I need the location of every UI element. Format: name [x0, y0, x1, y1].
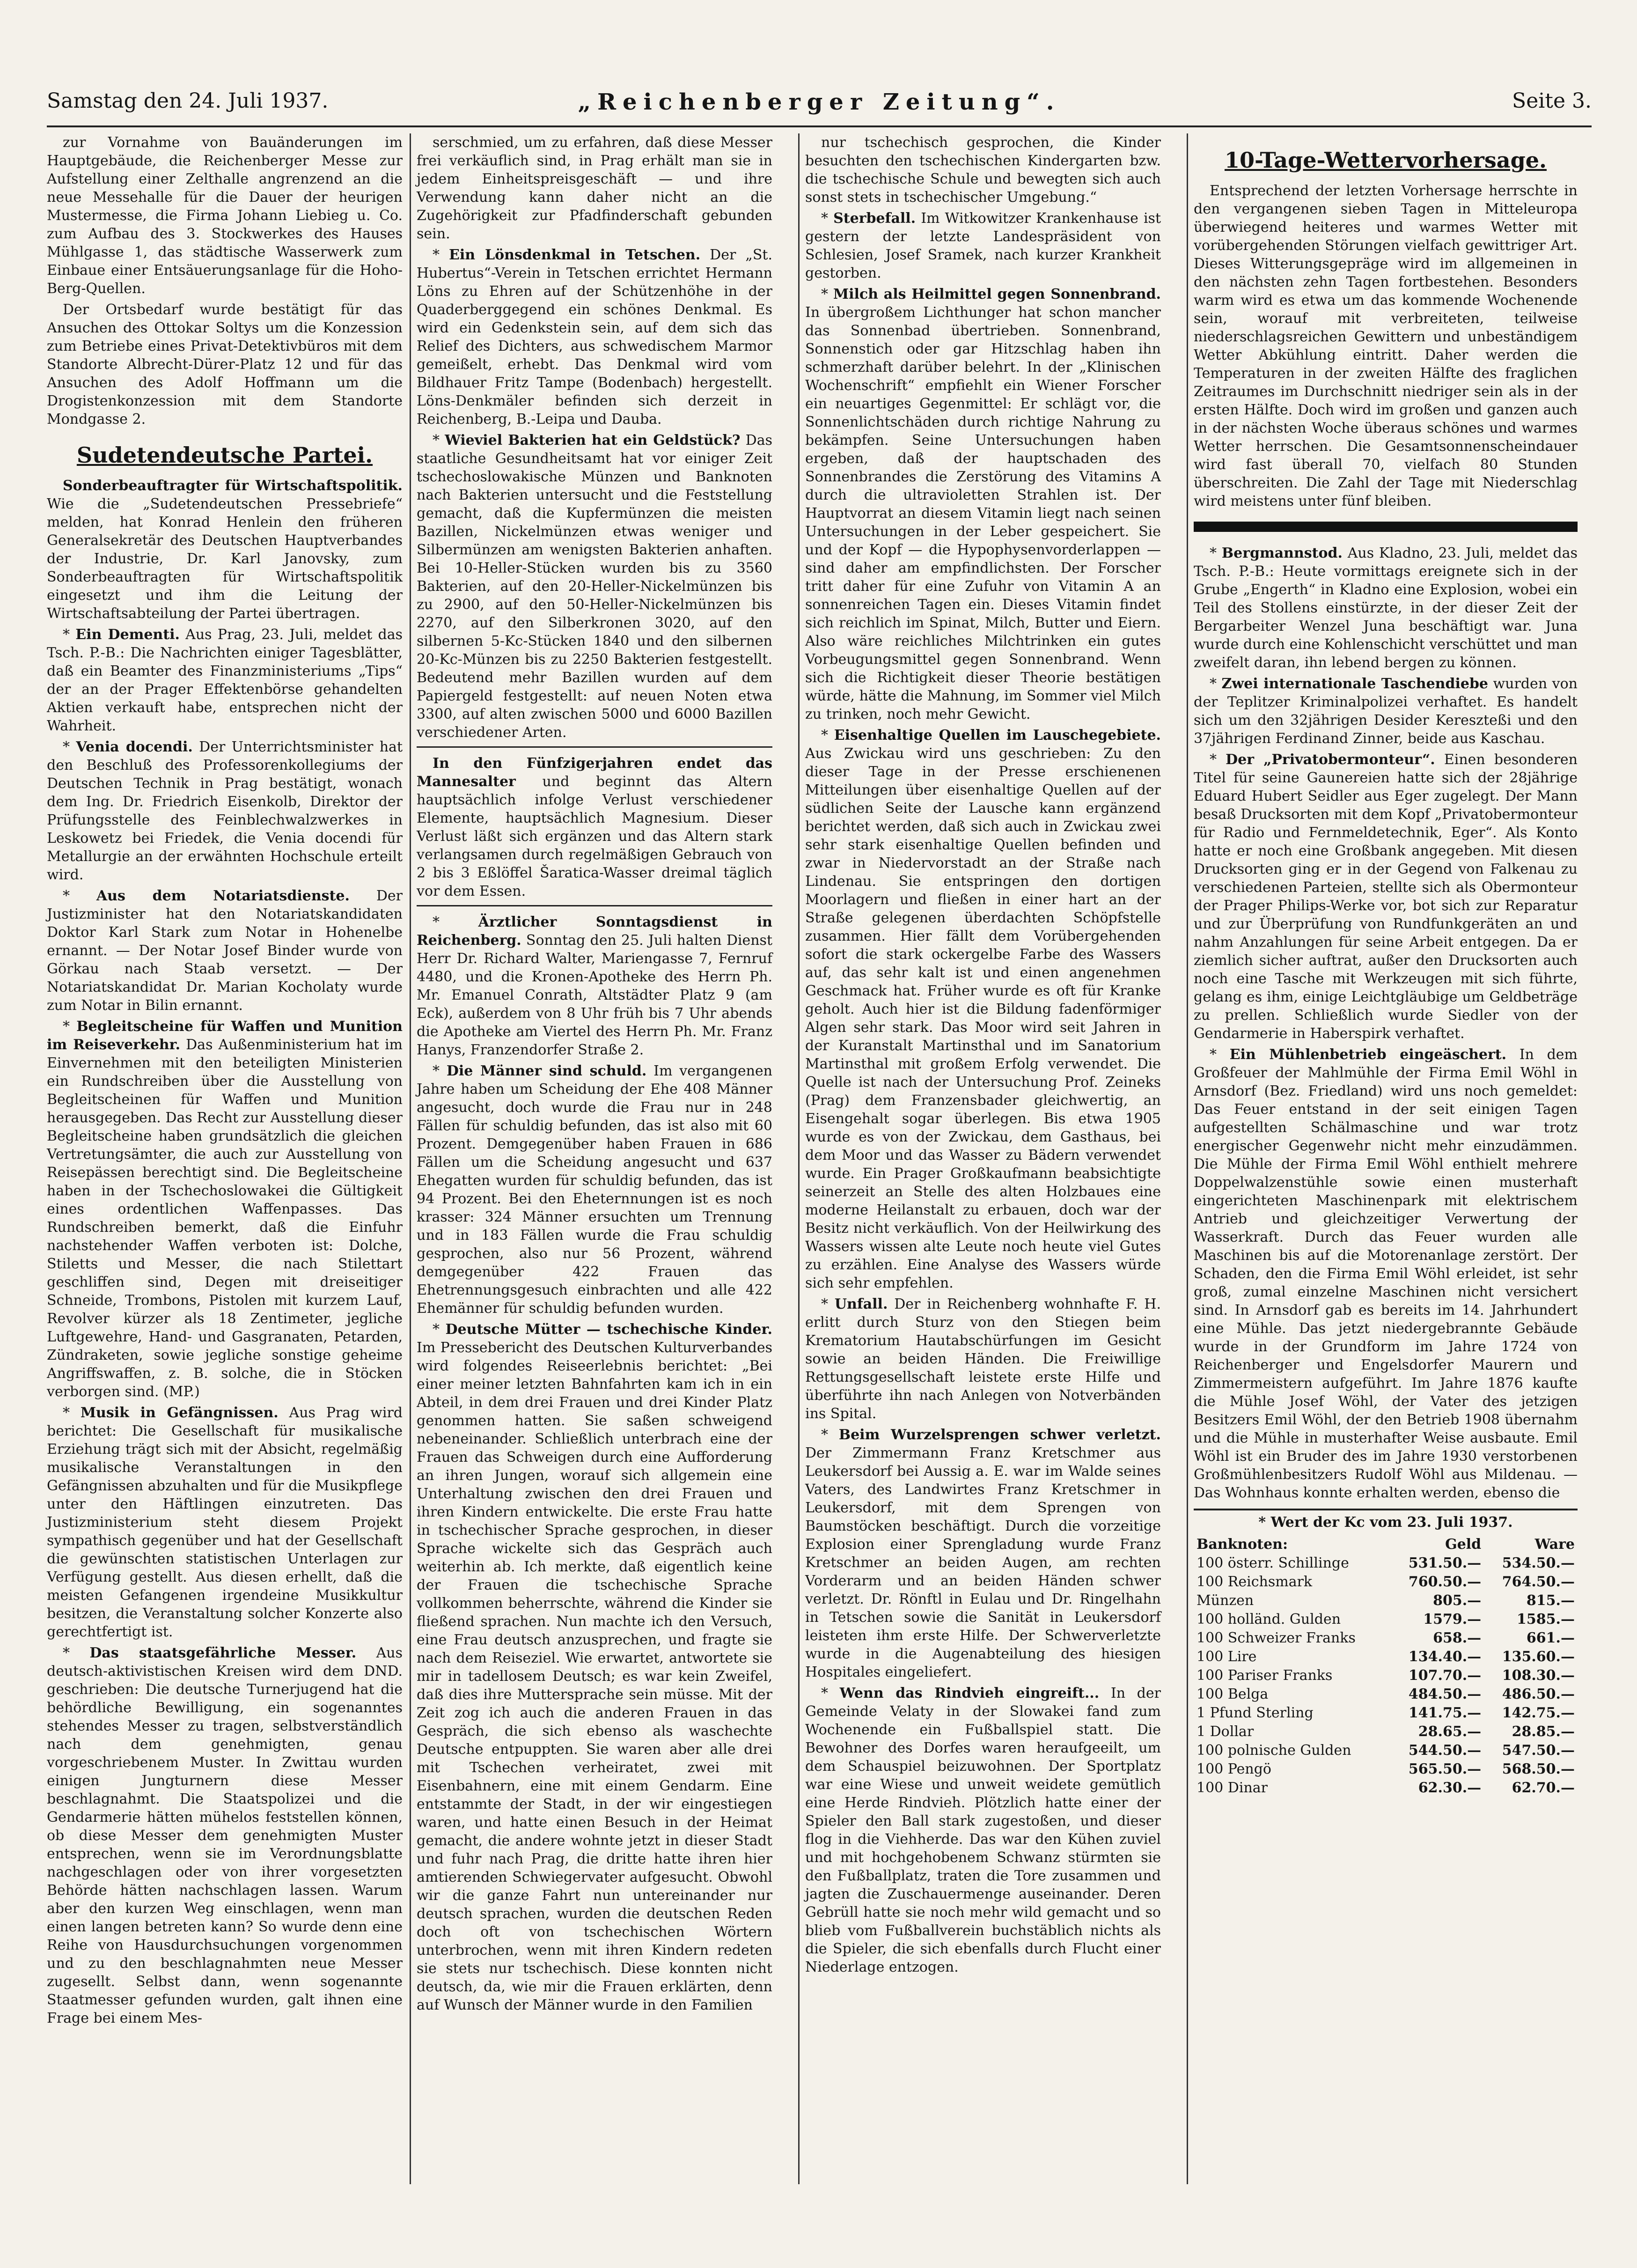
rate-ware: 142.75.— [1502, 1705, 1575, 1721]
thick-divider [1194, 522, 1578, 532]
exchange-rates-table [1194, 1535, 1578, 1797]
article-heading: Wenn das Rindvieh eingreift... [839, 1685, 1100, 1701]
column-rule [410, 133, 411, 2184]
rate-ware: 62.70.— [1512, 1780, 1575, 1796]
article-text: Der Zimmermann Franz Kretschmer aus Leukersdorf bei Aussig a. E. war im Walde seines Vaters, des Landwirtes Franz Kretschmer in Leukersdorf, mit dem Sprengen von Baumstöcken beschäftigt. Durch die vorzeitige Explosion einer Sprengladung wurde Franz Kretschmer an beiden Augen, am rechten Vorderarm und an beiden Händen schwer verletzt. Dr. Rönftl in Eulau und Dr. Ringelhahn in Tetschen sowie die Sanität in Leukersdorf leisteten ihm erste Hilfe. Der Schwerverletzte wurde in die Augenabteilung des hiesigen Hospitales eingeliefert. [805, 1445, 1161, 1680]
article-text: Im Pressebericht des Deutschen Kulturverbandes wird folgendes Reiseerlebnis berichtet: „Bei einer meiner letzten Bahnfahrten kam ich in ein Abteil, in dem drei Frauen und drei Kinder Platz genommen hatten. Sie saßen schweigend nebeneinander. Schließlich unterbrach eine der Frauen das Schweigen durch eine Aufforderung an ihren Jungen, worauf sich allgemein eine Unterhaltung zwischen den drei Frauen und ihren Kindern entwickelte. Die erste Frau hatte in tschechischer Sprache gesprochen, in dieser Sprache wickelte sich das Gespräch auch weiterhin ab. Ich merkte, daß eigentlich keine der Frauen die tschechische Sprache vollkommen beherrschte, während die Kinder sie fließend sprachen. Nun machte ich den Versuch, eine Frau deutsch anzusprechen, und fragte sie nach dem Reiseziel. Wie erwartet, antwortete sie mir in tadellosem Deutsch; es war kein Zweifel, daß dies ihre Muttersprache sein müsse. Mit der Zeit zog ich auch die anderen Frauen in das Gespräch, die sich ebenso als waschechte Deutsche entpuppten. Sie waren aber alle drei mit Tschechen verheiratet, zwei mit Eisenbahnern, eine mit einem Gendarm. Eine entstammte der Stadt, in der wir eingestiegen waren, und hatte einen Besuch in der Heimat gemacht, die andere wohnte jetzt in dieser Stadt und fuhr nach Prag, die dritte hatte ihren hier amtierenden Schwiegervater aufgesucht. Obwohl wir die ganze Fahrt nun untereinander nur deutsch sprachen, wurden die deutschen Reden doch oft von tschechischen Wörtern unterbrochen, wenn mit ihren Kindern redeten sie stets nur tschechisch. Diese konnten nicht deutsch, da, wie mir die Frauen erklärten, denn auf Wunsch der Männer wurde in den Familien [417, 1340, 772, 2013]
rate-ware: 486.50.— [1502, 1686, 1575, 1702]
rate-ware: 1585.— [1517, 1611, 1575, 1627]
currency-name: 100 holländ. Gulden [1197, 1611, 1341, 1627]
currency-name: 100 Lire [1197, 1649, 1257, 1665]
exchange-rates-title-text: Wert der Kc vom 23. Juli 1937. [1270, 1514, 1513, 1531]
currency-name: 100 österr. Schillinge [1197, 1555, 1349, 1571]
article-text: wurden von der Teplitzer Kriminalpolizei verhaftet. Es handelt sich um den 32jährigen Desider Kereszteßi und den 37jährigen Ferdinand Zinner, beide aus Kaschau. [1194, 676, 1578, 747]
article-text: Aus Prag, 23. Juli, meldet das Tsch. P.-B.: Die Nachrichten einiger Tagesblätter, daß ein Beamter des Finanzministeriums „Tips“ der an der Prager Effektenbörse gehandelten Aktien verkauft habe, entsprechen nicht der Wahrheit. [47, 626, 403, 734]
exchange-rates-title: * Wert der Kc vom 23. Juli 1937. [1258, 1514, 1513, 1531]
rates-row [1194, 1666, 1578, 1685]
article-heading: Milch als Heilmittel gegen Sonnenbrand. [833, 286, 1161, 302]
rates-row [1194, 1779, 1578, 1797]
rate-geld: 565.50.— [1408, 1761, 1482, 1777]
section-heading: 10-Tage-Wettervorhersage. [1224, 147, 1547, 173]
currency-name: 1 Pfund Sterling [1197, 1705, 1314, 1721]
column-2: serschmied, um zu erfahren, daß diese Messer frei verkäuflich sind, in Prag erhält man sie in jedem Einheitspreisgeschäft — und ihre Verwendung kann daher nicht an die Zugehörigkeit zur Pfadfinderschaft gebunden sein. * Ein Lönsdenkmal in Tetschen. Der „St. Hubertus“-Verein in Tetschen errichtet Hermann Löns zu Ehren auf der Schützenhöhe in der Quaderberggegend ein schönes Denkmal. Es wird ein Gedenkstein sein, auf dem sich das Relief des Dichters, aus schwedischem Marmor gemeißelt, erhebt. Das Denkmal wird vom Bildhauer Fritz Tampe (Bodenbach) hergestellt. Löns-Denkmäler befinden sich derzeit in Reichenberg, B.-Leipa und Dauba. * Wieviel Bakterien hat ein Geldstück? Das staatliche Gesundheitsamt hat vor einiger Zeit tschechoslowakische Münzen und Banknoten nach Bakterien untersucht und die Feststellung gemacht, daß die Kupfermünzen die meisten Bazillen, Nickelmünzen etwas weniger und Silbermünzen am wenigsten Bakterien anhaften. Bei 10-Heller-Stücken wurden bis zu 3560 Bakterien, auf den 20-Heller-Nickelmünzen bis zu 2900, auf den 50-Heller-Nickelmünzen bis 2270, auf den Silberkronen 3020, auf den silbernen 5-Kc-Stücken 1840 und den silbernen 20-Kc-Münzen bis zu 2250 Bakterien festgestellt. Bedeutend mehr Bazillen wurden auf dem Papiergeld festgestellt: auf neuen Noten etwa 3300, auf alten zwischen 5000 und 6000 Bazillen verschiedener Arten. In den Fünfzigerjahren endet das Mannesalter und beginnt das Altern hauptsächlich infolge Verlust verschiedener Elemente, hauptsächlich Magnesium. Dieser Verlust läßt sich ergänzen und das Altern stark verlangsamen durch regelmäßigen Gebrauch von 2 bis 3 Eßlöffel Šaratica-Wasser dreimal täglich vor dem Essen. * Ärztlicher Sonntagsdienst in Reichenberg. Sonntag den 25. Juli halten Dienst Herr Dr. Richard Walter, Mariengasse 7, Fernruf 4480, und die Kronen-Apotheke des Herrn Ph. Mr. Emanuel Conrath, Altstädter Platz 9 (am Eck), außerdem von 8 Uhr früh bis 7 Uhr abends die Apotheke am Viertel des Herrn Ph. Mr. Franz Hanys, Franzendorfer Straße 2. * Die Männer sind schuld. Im vergangenen Jahre haben um Scheidung der Ehe 408 Männer angesucht, doch wurde die Frau nur in 248 Fällen für schuldig befunden, das ist also mit 60 Prozent. Demgegenüber haben Frauen in 686 Fällen um die Scheidung angesucht und 637 Ehegatten wurden für schuldig befunden, das ist 94 Prozent. Bei den Eheternnungen ist es noch krasser: 324 Männer ersuchten um Trennung und in 183 Fällen wurde die Frau schuldig gesprochen, also nur 56 Prozent, während demgegenüber 422 Frauen das Ehetrennungsgesuch einbrachten und alle 422 Ehemänner für schuldig befunden wurden. * Deutsche Mütter — tschechische Kinder. Im Pressebericht des Deutschen Kulturverbandes wird folgendes Reiseerlebnis berichtet: „Bei einer meiner letzten Bahnfahrten kam ich in ein Abteil, in dem drei Frauen und drei Kinder Platz genommen hatten. Sie saßen schweigend nebeneinander. Schließlich unterbrach eine der Frauen das Schweigen durch eine Aufforderung an ihren Jungen, worauf sich allgemein eine Unterhaltung zwischen den drei Frauen und ihren Kindern entwickelte. Die erste Frau hatte in tschechischer Sprache gesprochen, in dieser Sprache wickelte sich das Gespräch auch weiterhin ab. Ich merkte, daß eigentlich keine der Frauen die tschechische Sprache vollkommen beherrschte, während die Kinder sie fließend sprachen. Nun machte ich den Versuch, eine Frau deutsch anzusprechen, und fragte sie nach dem Reiseziel. Wie erwartet, antwortete sie mir in tadellosem Deutsch; es war kein Zweifel, daß dies ihre Muttersprache sein müsse. Mit der Zeit zog ich auch die anderen Frauen in das Gespräch, die sich ebenso als waschechte Deutsche entpuppten. Sie waren aber alle drei mit Tschechen verheiratet, zwei mit Eisenbahnern, eine mit einem Gendarm. Eine entstammte der Stadt, in der wir eingestiegen waren, und hatte einen Besuch in der Heimat gemacht, die andere wohnte jetzt in dieser Stadt und fuhr nach Prag, die dritte hatte ihren hier amtierenden Schwiegervater aufgesucht. Obwohl wir die ganze Fahrt nun untereinander nur deutsch sprachen, wurden die deutschen Reden doch oft von tschechischen Wörtern unterbrochen, wenn mit ihren Kindern redeten sie stets nur tschechisch. Diese konnten nicht deutsch, da, wie mir die Frauen erklärten, denn auf Wunsch der Männer wurde in den Familien [417, 134, 772, 2013]
article-heading: Der „Privatobermonteur“. [1226, 751, 1435, 768]
rate-ware: 28.85.— [1512, 1723, 1575, 1740]
rates-row [1194, 1685, 1578, 1704]
article-text: Das staatliche Gesundheitsamt hat vor einiger Zeit tschechoslowakische Münzen und Banknoten nach Bakterien untersucht und die Feststellung gemacht, daß die Kupfermünzen die meisten Bazillen, Nickelmünzen etwas weniger und Silbermünzen am wenigsten Bakterien anhaften. Bei 10-Heller-Stücken wurden bis zu 3560 Bakterien, auf den 20-Heller-Nickelmünzen bis zu 2900, auf den 50-Heller-Nickelmünzen bis 2270, auf den Silberkronen 3020, auf den silbernen 5-Kc-Stücken 1840 und den silbernen 20-Kc-Münzen bis zu 2250 Bakterien festgestellt. Bedeutend mehr Bazillen wurden auf dem Papiergeld festgestellt: auf neuen Noten etwa 3300, auf alten zwischen 5000 und 6000 Bazillen verschiedener Arten. [417, 432, 772, 741]
rates-row [1194, 1723, 1578, 1741]
article-heading: Ein Mühlenbetrieb eingeäschert. [1229, 1046, 1507, 1063]
rate-ware: 568.50.— [1502, 1761, 1575, 1777]
rate-geld: 658.— [1433, 1630, 1482, 1646]
article-heading: Zwei internationale Taschendiebe [1221, 676, 1489, 692]
article-heading: Eisenhaltige Quellen im Lauschegebiete. [834, 727, 1161, 744]
currency-name: Münzen [1197, 1592, 1254, 1609]
rate-ware: 815.— [1526, 1592, 1575, 1609]
rates-row [1194, 1629, 1578, 1648]
article-text: Sonntag den 25. Juli halten Dienst Herr Dr. Richard Walter, Mariengasse 7, Fernruf 4480, und die Kronen-Apotheke des Herrn Ph. Mr. Emanuel Conrath, Altstädter Platz 9 (am Eck), außerdem von 8 Uhr früh bis 7 Uhr abends die Apotheke am Viertel des Herrn Ph. Mr. Franz Hanys, Franzendorfer Straße 2. [417, 932, 772, 1058]
article-text: Aus deutsch-aktivistischen Kreisen wird dem DND. geschrieben: Die deutsche Turnerjugend hat die behördliche Bewilligung, ein sogenanntes stehendes Messer zu tragen, selbstverständlich nach dem genehmigten, genau vorgeschriebenem Muster. In Zwittau wurden einigen Jungturnern diese Messer beschlagnahmt. Die Staatspolizei und die Gendarmerie hätten mühelos feststellen können, ob diese Messer dem genehmigten Muster entsprechen, wenn sie im Verordnungsblatte nachgeschlagen oder von ihrer vorgesetzten Behörde hätten nachschlagen lassen. Warum aber den kurzen Weg einschlagen, wenn man einen langen betreten kann? So wurde denn eine Reihe von Hausdurchsuchungen vorgenommen und zu den beschlagnahmten neue Messer zugesellt. Selbst dann, wenn sogenannte Staatmesser gefunden wurden, galt ihnen eine Frage bei einem Mes- [47, 1645, 403, 2026]
article-heading: Venia docendi. [76, 739, 193, 755]
article-heading: Das staatsgefährliche Messer. [89, 1645, 357, 1661]
page-number: Seite 3. [1512, 89, 1592, 113]
rate-geld: 141.75.— [1408, 1705, 1482, 1721]
currency-name: 100 Schweizer Franks [1197, 1630, 1356, 1646]
rates-row [1194, 1648, 1578, 1666]
rate-geld: 107.70.— [1408, 1667, 1482, 1684]
rate-geld: 62.30.— [1418, 1780, 1482, 1796]
rate-geld: 544.50.— [1408, 1742, 1482, 1759]
article-heading: Bergmannstod. [1221, 545, 1343, 561]
rates-row [1194, 1610, 1578, 1629]
rate-geld: 805.— [1433, 1592, 1482, 1609]
column-3: nur tschechisch gesprochen, die Kinder besuchten den tschechischen Kindergarten bzw. die tschechische Schule und bewegten sich auch sonst stets in tschechischer Umgebung.“ * Sterbefall. Im Witkowitzer Krankenhause ist gestern der letzte Landespräsident von Schlesien, Josef Sramek, nach kurzer Krankheit gestorben. * Milch als Heilmittel gegen Sonnenbrand. In übergroßem Lichthunger hat schon mancher das Sonnenbad übertrieben. Sonnenbrand, Sonnenstich oder gar Hitzschlag haben ihn schmerzhaft darüber belehrt. In der „Klinischen Wochenschrift“ empfiehlt ein Wiener Forscher ein neuartiges Gegenmittel: Er schlägt vor, die Sonnenlichtschäden durch richtige Nahrung zu bekämpfen. Seine Untersuchungen haben ergeben, daß der hauptschaden des Sonnenbrandes die Zerstörung des Vitamins A durch die ultravioletten Strahlen ist. Der Hauptvorrat an diesem Vitamin liegt nach seinen Untersuchungen in der Leber gespeichert. Sie und der Kopf — die Hypophysenvorderlappen — sind daher am empfindlichsten. Der Forscher tritt daher für eine Zufuhr von Vitamin A an sonnenreichen Tagen ein. Dieses Vitamin findet sich reichlich im Spinat, Milch, Butter und Eiern. Also wäre reichliches Milchtrinken ein gutes Vorbeugungsmittel gegen Sonnenbrand. Wenn sich die Richtigkeit dieser Theorie bestätigen würde, hätte die Mahnung, im Sommer viel Milch zu trinken, noch mehr Gewicht. * Eisenhaltige Quellen im Lauschegebiete. Aus Zwickau wird uns geschrieben: Zu den dieser Tage in der Presse erschienenen Mitteilungen über eisenhaltige Quellen auf der südlichen Seite der Lausche kann ergänzend berichtet werden, daß sich auch in Zwickau zwei sehr stark eisenhaltige Quellen befinden und zwar in Niedervorstadt an der Straße nach Lindenau. Sie entspringen den dortigen Moorlagern und fließen in einer hart an der Straße gelegenen überdachten Schöpfstelle zusammen. Hier fällt dem Vorübergehenden sofort die stark ockergelbe Farbe des Wassers auf, das sehr kalt ist und einen angenehmen Geschmack hat. Früher wurde es oft für Kranke geholt. Auch hier ist die Bildung fadenförmiger Algen sehr stark. Das Moor wird seit Jahren in der Kuranstalt Martinsthal und im Sanatorium Martinsthal mit großem Erfolg verwendet. Die Quelle ist nach der Untersuchung Prof. Zeineks (Prag) dem Franzensbader gleichwertig, an Eisengehalt sogar überlegen. Bis etwa 1905 wurde es von der Zwickau, dem Gasthaus, bei dem Moor und das Wasser zu Bädern verwendet wurde. Ein Prager Großkaufmann beabsichtigte seinerzeit an Stelle des alten Holzbaues eine moderne Heilanstalt zu erbauen, doch war der Besitz nicht verkäuflich. Von der Heilwirkung des Wassers wissen alte Leute noch heute viel Gutes zu erzählen. Eine Analyse des Wassers würde sich sehr empfehlen. * Unfall. Der in Reichenberg wohnhafte F. H. erlitt durch Sturz von den Stiegen beim Krematorium Hautabschürfungen im Gesicht sowie an beiden Händen. Die Freiwillige Rettungsgesellschaft leistete erste Hilfe und überführte ihn nach Anlegen von Notverbänden ins Spital. * Beim Wurzelsprengen schwer verletzt. Der Zimmermann Franz Kretschmer aus Leukersdorf bei Aussig a. E. war im Walde seines Vaters, des Landwirtes Franz Kretschmer in Leukersdorf, mit dem Sprengen von Baumstöcken beschäftigt. Durch die vorzeitige Explosion einer Sprengladung wurde Franz Kretschmer an beiden Augen, am rechten Vorderarm und an beiden Händen schwer verletzt. Dr. Rönftl in Eulau und Dr. Ringelhahn in Tetschen sowie die Sanität in Leukersdorf leisteten ihm erste Hilfe. Der Schwerverletzte wurde in die Augenabteilung des hiesigen Hospitales eingeliefert. * Wenn das Rindvieh eingreift... In der Gemeinde Velaty in der Slowakei fand zum Wochenende ein Fußballspiel statt. Die Bewohner des Dorfes waren heraufgeeilt, um dem Schauspiel beizuwohnen. Der Sportplatz war eine Wiese und unweit weidete gemütlich eine Herde Rindvieh. Plötzlich hatte einer der Spieler den Ball stark zugestoßen, und dieser flog in die Viehherde. Das war den Kühen zuviel und mit hochgehobenem Schwanz stürmten sie den Fußballplatz, traten die Tore zusammen und jagten die Zuschauermenge auseinander. Deren Gebrüll hatte sie noch mehr wild gemacht und so blieb vom Fußballverein buchstäblich nichts als die Spieler, die sich ebenfalls durch Flucht einer Niederlage entzogen. [805, 134, 1161, 1975]
rate-geld: 531.50.— [1408, 1555, 1482, 1571]
page-header [47, 89, 1592, 122]
article-text: Aus Prag wird berichtet: Die Gesellschaft für musikalische Erziehung trägt sich mit der Absicht, regelmäßig musikalische Veranstaltungen in den Gefängnissen abzuhalten und für die Musikpflege unter den Häftlingen einzutreten. Das Justizministerium steht diesem Projekt sympathisch gegenüber und hat der Gesellschaft die gewünschten statistischen Unterlagen zur Verfügung gestellt. Aus diesen erhellt, daß die meisten Gefangenen irgendeine Musikkultur besitzen, die Veranstaltung solcher Konzerte also gerechtfertigt ist. [47, 1405, 403, 1640]
article-text: Im vergangenen Jahre haben um Scheidung der Ehe 408 Männer angesucht, doch wurde die Frau nur in 248 Fällen für schuldig befunden, das ist also mit 60 Prozent. Demgegenüber haben Frauen in 686 Fällen um die Scheidung angesucht und 637 Ehegatten wurden für schuldig befunden, das ist 94 Prozent. Bei den Eheternnungen ist es noch krasser: 324 Männer ersuchten um Trennung und in 183 Fällen wurde die Frau schuldig gesprochen, also nur 56 Prozent, während demgegenüber 422 Frauen das Ehetrennungsgesuch einbrachten und alle 422 Ehemänner für schuldig befunden wurden. [417, 1063, 772, 1317]
currency-name: 100 polnische Gulden [1197, 1742, 1351, 1759]
rates-header-row [1194, 1535, 1578, 1554]
article-heading: Beim Wurzelsprengen schwer verletzt. [838, 1427, 1161, 1443]
rates-header-cell: Ware [1534, 1536, 1575, 1553]
article-heading: Ärztlicher Sonntagsdienst in Reichenberg. [417, 914, 772, 949]
rate-ware: 135.60.— [1502, 1649, 1575, 1665]
rate-geld: 1579.— [1423, 1611, 1482, 1627]
currency-name: 100 Dinar [1197, 1780, 1268, 1796]
article-text: Im Witkowitzer Krankenhause ist gestern der letzte Landespräsident von Schlesien, Josef Sramek, nach kurzer Krankheit gestorben. [805, 210, 1161, 281]
article-heading: Die Männer sind schuld. [446, 1063, 647, 1079]
article-text: In dem Großfeuer der Mahlmühle der Firma Emil Wöhl in Arnsdorf (Bez. Friedland) wird uns noch gemeldet: Das Feuer entstand in der seit einigen Tagen aufgestellten Schälmaschine und war trotz energischer Gegenwehr nicht mehr einzudämmen. Die Mühle der Firma Emil Wöhl enthielt mehrere Doppelwalzenstühle sowie einen musterhaft eingerichteten Maschinenpark mit elektrischem Antrieb und gleichzeitiger Verwertung der Wasserkraft. Durch das Feuer wurden alle Maschinen bis auf die Motorenanlage zerstört. Der Schaden, den die Firma Emil Wöhl erleidet, ist sehr groß, zumal einzelne Maschinen nicht versichert sind. In Arnsdorf gab es bereits im 14. Jahrhundert eine Mühle. Das jetzt niedergebrannte Gebäude wurde in der Grundform im Jahre 1724 von Reichenberger und Engelsdorfer Maurern und Zimmermeistern aufgeführt. Im Jahre 1876 kaufte die Mühle Josef Wöhl, der Vater des jetzigen Besitzers Emil Wöhl, der den Betrieb 1908 übernahm und die Mühle in musterhafter Weise ausbaute. Emil Wöhl ist ein Bruder des im Jahre 1930 verstorbenen Großmühlenbesitzers Rudolf Wöhl aus Mildenau. — Das Wohnhaus konnte erhalten werden, ebenso die [1194, 1046, 1578, 1501]
rates-header-cell: Banknoten: [1197, 1536, 1288, 1553]
column-rule [1187, 133, 1188, 2184]
issue-date: Samstag den 24. Juli 1937. [47, 89, 329, 113]
article-text: Der „St. Hubertus“-Verein in Tetschen errichtet Hermann Löns zu Ehren auf der Schützenhöhe in der Quaderberggegend ein schönes Denkmal. Es wird ein Gedenkstein sein, auf dem sich das Relief des Dichters, aus schwedischem Marmor gemeißelt, erhebt. Das Denkmal wird vom Bildhauer Fritz Tampe (Bodenbach) hergestellt. Löns-Denkmäler befinden sich derzeit in Reichenberg, B.-Leipa und Dauba. [417, 247, 772, 427]
column-rule [798, 133, 800, 2184]
rate-ware: 108.30.— [1502, 1667, 1575, 1684]
currency-name: 1 Dollar [1197, 1723, 1254, 1740]
exchange-rates [1194, 1509, 1578, 1797]
rates-row [1194, 1591, 1578, 1610]
rate-geld: 28.65.— [1418, 1723, 1482, 1740]
header-rule [47, 125, 1592, 127]
divider [417, 746, 772, 748]
currency-name: 100 Pariser Franks [1197, 1667, 1333, 1684]
rate-geld: 134.40.— [1408, 1649, 1482, 1665]
article-heading: Deutsche Mütter — tschechische Kinder. [445, 1321, 772, 1338]
article-heading: Ein Lönsdenkmal in Tetschen. [449, 247, 701, 263]
article-text: Der Unterrichtsminister hat den Beschluß des Professorenkollegiums der Deutschen Technik in Prag bestätigt, wonach dem Ing. Dr. Friedrich Eisenkolb, Direktor der Prüfungsstelle des Feinblechwalzwerkes in Leskowetz bei Friedek, die Venia docendi für Metallurgie an der erwähnten Hochschule erteilt wird. [47, 739, 403, 883]
article-text: Einen besonderen Titel für seine Gaunereien hatte sich der 28jährige Eduard Hubert Seidler aus Eger zugelegt. Der Mann besaß Drucksorten mit dem Kopf „Privatobermonteur für Radio und Fernmeldetechnik, Eger“. Als Konto hatte er noch eine Großbank angegeben. Mit diesen Drucksorten ging er in der Gegend von Falkenau zu verschiedenen Parteien, stellte sich als Obermonteur der Prager Philips-Werke vor, bot sich zur Reparatur und zur Überprüfung von Rundfunkgeräten an und nahm Anzahlungen für seine Arbeit entgegen. Da er ziemlich sicher auftrat, außer den Drucksorten auch noch eine Tasche mit Werkzeugen mit sich führte, gelang es ihm, einige Leichtgläubige um Geldbeträge zu prellen. Schließlich wurde Siedler von der Gendarmerie in Haberspirk verhaftet. [1194, 751, 1578, 1042]
rate-ware: 534.50.— [1502, 1555, 1575, 1571]
article-text: Der Justizminister hat den Notariatskandidaten Doktor Karl Stark zum Notar in Hohenelbe ernannt. — Der Notar Josef Binder wurde von Görkau nach Staab versetzt. — Der Notariatskandidat Dr. Marian Kocholaty wurde zum Notar in Bilin ernannt. [47, 888, 403, 1014]
section-heading: Sudetendeutsche Partei. [76, 442, 373, 468]
article-heading: Wieviel Bakterien hat ein Geldstück? [445, 432, 741, 449]
currency-name: 100 Reichsmark [1197, 1574, 1313, 1590]
article-text: nur tschechisch gesprochen, die Kinder besuchten den tschechischen Kindergarten bzw. die tschechische Schule und bewegten sich auch sonst stets in tschechischer Umgebung.“ [805, 134, 1161, 206]
column-1: zur Vornahme von Bauänderungen im Hauptgebäude, die Reichenberger Messe zur Aufstellung einer Zelthalle angrenzend an die neue Messehalle für die Dauer der heurigen Mustermesse, die Firma Johann Liebieg u. Co. zum Aufbau des 3. Stockwerkes des Hauses Mühlgasse 1, das städtische Wasserwerk zum Einbaue einer Entsäuerungsanlage für die Hoho-Berg-Quellen. Der Ortsbedarf wurde bestätigt für das Ansuchen des Ottokar Soltys um die Konzession zum Betriebe eines Privat-Detektivbüros mit dem Standorte Albrecht-Dürer-Platz 12 und für das Ansuchen des Adolf Hoffmann um die Drogistenkonzession mit dem Standorte Mondgasse 2. Sudetendeutsche Partei. Sonderbeauftragter für Wirtschaftspolitik. Wie die „Sudetendeutschen Pressebriefe“ melden, hat Konrad Henlein den früheren Generalsekretär des Deutschen Hauptverbandes der Industrie, Dr. Karl Janovsky, zum Sonderbeauftragten für Wirtschaftspolitik eingesetzt und ihm die Leitung der Wirtschaftsabteilung der Partei übertragen. * Ein Dementi. Aus Prag, 23. Juli, meldet das Tsch. P.-B.: Die Nachrichten einiger Tagesblätter, daß ein Beamter des Finanzministeriums „Tips“ der an der Prager Effektenbörse gehandelten Aktien verkauft habe, entsprechen nicht der Wahrheit. * Venia docendi. Der Unterrichtsminister hat den Beschluß des Professorenkollegiums der Deutschen Technik in Prag bestätigt, wonach dem Ing. Dr. Friedrich Eisenkolb, Direktor der Prüfungsstelle des Feinblechwalzwerkes in Leskowetz bei Friedek, die Venia docendi für Metallurgie an der erwähnten Hochschule erteilt wird. * Aus dem Notariatsdienste. Der Justizminister hat den Notariatskandidaten Doktor Karl Stark zum Notar in Hohenelbe ernannt. — Der Notar Josef Binder wurde von Görkau nach Staab versetzt. — Der Notariatskandidat Dr. Marian Kocholaty wurde zum Notar in Bilin ernannt. * Begleitscheine für Waffen und Munition im Reiseverkehr. Das Außenministerium hat im Einvernehmen mit den beteiligten Ministerien ein Rundschreiben über die Ausstellung von Begleitscheinen für Waffen und Munition herausgegeben. Das Recht zur Ausstellung dieser Begleitscheine haben grundsätzlich die gleichen Vertretungsämter, die auch zur Ausstellung von Reisepässen berechtigt sind. Die Begleitscheine haben in der Tschechoslowakei die Gültigkeit eines ordentlichen Waffenpasses. Das Rundschreiben bemerkt, daß die Einfuhr nachstehender Waffen verboten ist: Dolche, Stiletts und Messer, die nach Stilettart geschliffen sind, Degen mit dreiseitiger Schneide, Trombons, Pistolen mit kurzem Lauf, Revolver kürzer als 18 Zentimeter, jegliche Luftgewehre, Hand- und Gasgranaten, Petarden, Zündraketen, sowie jegliche sonstige geheime Angriffswaffen, z. B. solche, die in Stöcken verborgen sind. (MP.) * Musik in Gefängnissen. Aus Prag wird berichtet: Die Gesellschaft für musikalische Erziehung trägt sich mit der Absicht, regelmäßig musikalische Veranstaltungen in den Gefängnissen abzuhalten und für die Musikpflege unter den Häftlingen einzutreten. Das Justizministerium steht diesem Projekt sympathisch gegenüber und hat der Gesellschaft die gewünschten statistischen Unterlagen zur Verfügung gestellt. Aus diesen erhellt, daß die meisten Gefangenen irgendeine Musikkultur besitzen, die Veranstaltung solcher Konzerte also gerechtfertigt ist. * Das staatsgefährliche Messer. Aus deutsch-aktivistischen Kreisen wird dem DND. geschrieben: Die deutsche Turnerjugend hat die behördliche Bewilligung, ein sogenanntes stehendes Messer zu tragen, selbstverständlich nach dem genehmigten, genau vorgeschriebenem Muster. In Zwittau wurden einigen Jungturnern diese Messer beschlagnahmt. Die Staatspolizei und die Gendarmerie hätten mühelos feststellen können, ob diese Messer dem genehmigten Muster entsprechen, wenn sie im Verordnungsblatte nachgeschlagen oder von ihrer vorgesetzten Behörde hätten nachschlagen lassen. Warum aber den kurzen Weg einschlagen, wenn man einen langen betreten kann? So wurde denn eine Reihe von Hausdurchsuchungen vorgenommen und zu den beschlagnahmten neue Messer zugesellt. Selbst dann, wenn sogenannte Staatmesser gefunden wurden, galt ihnen eine Frage bei einem Mes- [47, 134, 403, 2026]
rate-ware: 547.50.— [1502, 1742, 1575, 1759]
article-text: In übergroßem Lichthunger hat schon mancher das Sonnenbad übertrieben. Sonnenbrand, Sonnenstich oder gar Hitzschlag haben ihn schmerzhaft darüber belehrt. In der „Klinischen Wochenschrift“ empfiehlt ein Wiener Forscher ein neuartiges Gegenmittel: Er schlägt vor, die Sonnenlichtschäden durch richtige Nahrung zu bekämpfen. Seine Untersuchungen haben ergeben, daß der hauptschaden des Sonnenbrandes die Zerstörung des Vitamins A durch die ultravioletten Strahlen ist. Der Hauptvorrat an diesem Vitamin liegt nach seinen Untersuchungen in der Leber gespeichert. Sie und der Kopf — die Hypophysenvorderlappen — sind daher am empfindlichsten. Der Forscher tritt daher für eine Zufuhr von Vitamin A an sonnenreichen Tagen ein. Dieses Vitamin findet sich reichlich im Spinat, Milch, Butter und Eiern. Also wäre reichliches Milchtrinken ein gutes Vorbeugungsmittel gegen Sonnenbrand. Wenn sich die Richtigkeit dieser Theorie bestätigen würde, hätte die Mahnung, im Sommer viel Milch zu trinken, noch mehr Gewicht. [805, 304, 1161, 722]
article-heading: Aus dem Notariatsdienste. [96, 888, 350, 904]
currency-name: 100 Belga [1197, 1686, 1269, 1702]
article-text: Das Außenministerium hat im Einvernehmen mit den beteiligten Ministerien ein Rundschreiben über die Ausstellung von Begleitscheinen für Waffen und Munition herausgegeben. Das Recht zur Ausstellung dieser Begleitscheine haben grundsätzlich die gleichen Vertretungsämter, die auch zur Ausstellung von Reisepässen berechtigt sind. Die Begleitscheine haben in der Tschechoslowakei die Gültigkeit eines ordentlichen Waffenpasses. Das Rundschreiben bemerkt, daß die Einfuhr nachstehender Waffen verboten ist: Dolche, Stiletts und Messer, die nach Stilettart geschliffen sind, Degen mit dreiseitiger Schneide, Trombons, Pistolen mit kurzem Lauf, Revolver kürzer als 18 Zentimeter, jegliche Luftgewehre, Hand- und Gasgranaten, Petarden, Zündraketen, sowie jegliche sonstige geheime Angriffswaffen, z. B. solche, die in Stöcken verborgen sind. (MP.) [47, 1037, 403, 1400]
article-text: In der Gemeinde Velaty in der Slowakei fand zum Wochenende ein Fußballspiel statt. Die Bewohner des Dorfes waren heraufgeeilt, um dem Schauspiel beizuwohnen. Der Sportplatz war eine Wiese und unweit weidete gemütlich eine Herde Rindvieh. Plötzlich hatte einer der Spieler den Ball stark zugestoßen, und dieser flog in die Viehherde. Das war den Kühen zuviel und mit hochgehobenem Schwanz stürmten sie den Fußballplatz, traten die Tore zusammen und jagten die Zuschauermenge auseinander. Deren Gebrüll hatte sie noch mehr wild gemacht und so blieb vom Fußballverein buchstäblich nichts als die Spieler, die sich ebenfalls durch Flucht einer Niederlage entzogen. [805, 1685, 1161, 1975]
article-heading: Musik in Gefängnissen. [80, 1405, 279, 1421]
rate-geld: 484.50.— [1408, 1686, 1482, 1702]
rates-row [1194, 1573, 1578, 1591]
article-text: Aus Kladno, 23. Juli, meldet das Tsch. P.-B.: Heute vormittags ereignete sich in der Grube „Engerth“ in Kladno eine Explosion, wobei ein Teil des Stollens einstürzte, in der dieser Zeit der Bergarbeiter Wenzel Juna beschäftigt war. Juna wurde durch eine Kohlenschicht verschüttet und man zweifelt daran, ihn lebend bergen zu können. [1194, 545, 1578, 671]
currency-name: 100 Pengö [1197, 1761, 1271, 1777]
article-text: Der Ortsbedarf wurde bestätigt für das Ansuchen des Ottokar Soltys um die Konzession zum Betriebe eines Privat-Detektivbüros mit dem Standorte Albrecht-Dürer-Platz 12 und für das Ansuchen des Adolf Hoffmann um die Drogistenkonzession mit dem Standorte Mondgasse 2. [47, 302, 403, 427]
divider [417, 905, 772, 906]
article-heading: Sonderbeauftragter für Wirtschaftspolitik. [63, 478, 403, 494]
column-4: 10-Tage-Wettervorhersage. Entsprechend der letzten Vorhersage herrschte in den vergangenen sieben Tagen in Mitteleuropa überwiegend heiteres und warmes Wetter mit vorübergehenden Störungen vielfach gewittriger Art. Dieses Witterungsgepräge wird im allgemeinen in den nächsten zehn Tagen fortbestehen. Besonders warm wird es etwa um das kommende Wochenende sein, worauf mit verbreiteten, teilweise niederschlagsreichen Gewittern und unbeständigem Wetter Abkühlung eintritt. Daher werden die Temperaturen in der zweiten Hälfte des fraglichen Zeitraumes im Durchschnitt niedriger sein als in der ersten Hälfte. Doch wird im großen und ganzen auch in der nächsten Woche überaus schönes und warmes Wetter herrschen. Die Gesamtsonnenscheindauer wird fast überall 70, vielfach 80 Stunden überschreiten. Die Zahl der Tage mit Niederschlag wird meistens unter fünf bleiben. * Bergmannstod. Aus Kladno, 23. Juli, meldet das Tsch. P.-B.: Heute vormittags ereignete sich in der Grube „Engerth“ in Kladno eine Explosion, wobei ein Teil des Stollens einstürzte, in der dieser Zeit der Bergarbeiter Wenzel Juna beschäftigt war. Juna wurde durch eine Kohlenschicht verschüttet und man zweifelt daran, ihn lebend bergen zu können. * Zwei internationale Taschendiebe wurden von der Teplitzer Kriminalpolizei verhaftet. Es handelt sich um den 32jährigen Desider Kereszteßi und den 37jährigen Ferdinand Zinner, beide aus Kaschau. * Der „Privatobermonteur“. Einen besonderen Titel für seine Gaunereien hatte sich der 28jährige Eduard Hubert Seidler aus Eger zugelegt. Der Mann besaß Drucksorten mit dem Kopf „Privatobermonteur für Radio und Fernmeldetechnik, Eger“. Als Konto hatte er noch eine Großbank angegeben. Mit diesen Drucksorten ging er in der Gegend von Falkenau zu verschiedenen Parteien, stellte sich als Obermonteur der Prager Philips-Werke vor, bot sich zur Reparatur und zur Überprüfung von Rundfunkgeräten an und nahm Anzahlungen für seine Arbeit entgegen. Da er ziemlich sicher auftrat, außer den Drucksorten auch noch eine Tasche mit Werkzeugen mit sich führte, gelang es ihm, einige Leichtgläubige um Geldbeträge zu prellen. Schließlich wurde Siedler von der Gendarmerie in Haberspirk verhaftet. * Ein Mühlenbetrieb eingeäschert. In dem Großfeuer der Mahlmühle der Firma Emil Wöhl in Arnsdorf (Bez. Friedland) wird uns noch gemeldet: Das Feuer entstand in der seit einigen Tagen aufgestellten Schälmaschine und war trotz energischer Gegenwehr nicht mehr einzudämmen. Die Mühle der Firma Emil Wöhl enthielt mehrere Doppelwalzenstühle sowie einen musterhaft eingerichteten Maschinenpark mit elektrischem Antrieb und gleichzeitiger Verwertung der Wasserkraft. Durch das Feuer wurden alle Maschinen bis auf die Motorenanlage zerstört. Der Schaden, den die Firma Emil Wöhl erleidet, ist sehr groß, zumal einzelne Maschinen nicht versichert sind. In Arnsdorf gab es bereits im 14. Jahrhundert eine Mühle. Das jetzt niedergebrannte Gebäude wurde in der Grundform im Jahre 1724 von Reichenberger und Engelsdorfer Maurern und Zimmermeistern aufgeführt. Im Jahre 1876 kaufte die Mühle Josef Wöhl, der Vater des jetzigen Besitzers Emil Wöhl, der den Betrieb 1908 übernahm und die Mühle in musterhafter Weise ausbaute. Emil Wöhl ist ein Bruder des im Jahre 1930 verstorbenen Großmühlenbesitzers Rudolf Wöhl aus Mildenau. — Das Wohnhaus konnte erhalten werden, ebenso die * Wert der Kc vom 23. Juli 1937. Banknoten: Geld Ware 100 österr. Schillinge 531.50.— 534.50.— 100 Reichsmark 760.50.— 764.50.— Münzen 805.— 815.— 100 holländ. Gulden 1579.— 1585.— 100 Schweizer Franks 658.— 661.— 100 Lire 134.40.— 135.60.— 100 Pariser Franks 107.70.— 108.30.— 100 Belga 484.50.— 486.50.— 1 Pfund Sterling 141.75.— 142.75.— 1 Dollar 28.65.— 28.85.— 100 polnische Gulden 544.50.— 547.50.— 100 Pengö 565.50.— 568.50.— 100 Dinar 62.30.— 62.70.— [1194, 133, 1578, 1797]
rates-row [1194, 1741, 1578, 1760]
article-text: serschmied, um zu erfahren, daß diese Messer frei verkäuflich sind, in Prag erhält man sie in jedem Einheitspreisgeschäft — und ihre Verwendung kann daher nicht an die Zugehörigkeit zur Pfadfinderschaft gebunden sein. [417, 134, 772, 242]
rates-row [1194, 1554, 1578, 1573]
rates-row [1194, 1704, 1578, 1723]
article-heading: In den Fünfzigerjahren endet das Mannesalter [417, 755, 772, 790]
article-heading: Begleitscheine für Waffen und Munition im Reiseverkehr. [47, 1018, 403, 1053]
article-text: Wie die „Sudetendeutschen Pressebriefe“ melden, hat Konrad Henlein den früheren Generalsekretär des Deutschen Hauptverbandes der Industrie, Dr. Karl Janovsky, zum Sonderbeauftragten für Wirtschaftspolitik eingesetzt und ihm die Leitung der Wirtschaftsabteilung der Partei übertragen. [47, 496, 403, 622]
article-text: zur Vornahme von Bauänderungen im Hauptgebäude, die Reichenberger Messe zur Aufstellung einer Zelthalle angrenzend an die neue Messehalle für die Dauer der heurigen Mustermesse, die Firma Johann Liebieg u. Co. zum Aufbau des 3. Stockwerkes des Hauses Mühlgasse 1, das städtische Wasserwerk zum Einbaue einer Entsäuerungsanlage für die Hoho-Berg-Quellen. [47, 134, 403, 297]
article-text: Aus Zwickau wird uns geschrieben: Zu den dieser Tage in der Presse erschienenen Mitteilungen über eisenhaltige Quellen auf der südlichen Seite der Lausche kann ergänzend berichtet werden, daß sich auch in Zwickau zwei sehr stark eisenhaltige Quellen befinden und zwar in Niedervorstadt an der Straße nach Lindenau. Sie entspringen den dortigen Moorlagern und fließen in einer hart an der Straße gelegenen überdachten Schöpfstelle zusammen. Hier fällt dem Vorübergehenden sofort die stark ockergelbe Farbe des Wassers auf, das sehr kalt ist und einen angenehmen Geschmack hat. Früher wurde es oft für Kranke geholt. Auch hier ist die Bildung fadenförmiger Algen sehr stark. Das Moor wird seit Jahren in der Kuranstalt Martinsthal und im Sanatorium Martinsthal mit großem Erfolg verwendet. Die Quelle ist nach der Untersuchung Prof. Zeineks (Prag) dem Franzensbader gleichwertig, an Eisengehalt sogar überlegen. Bis etwa 1905 wurde es von der Zwickau, dem Gasthaus, bei dem Moor und das Wasser zu Bädern verwendet wurde. Ein Prager Großkaufmann beabsichtigte seinerzeit an Stelle des alten Holzbaues eine moderne Heilanstalt zu erbauen, doch war der Besitz nicht verkäuflich. Von der Heilwirkung des Wassers wissen alte Leute noch heute viel Gutes zu erzählen. Eine Analyse des Wassers würde sich sehr empfehlen. [805, 745, 1161, 1291]
article-heading: Ein Dementi. [75, 626, 180, 643]
article-text: Der in Reichenberg wohnhafte F. H. erlitt durch Sturz von den Stiegen beim Krematorium Hautabschürfungen im Gesicht sowie an beiden Händen. Die Freiwillige Rettungsgesellschaft leistete erste Hilfe und überführte ihn nach Anlegen von Notverbänden ins Spital. [805, 1296, 1161, 1422]
article-text: und beginnt das Altern hauptsächlich infolge Verlust verschiedener Elemente, hauptsächlich Magnesium. Dieser Verlust läßt sich ergänzen und das Altern stark verlangsamen durch regelmäßigen Gebrauch von 2 bis 3 Eßlöffel Šaratica-Wasser dreimal täglich vor dem Essen. [417, 773, 772, 899]
rate-ware: 764.50.— [1502, 1574, 1575, 1590]
article-heading: Unfall. [834, 1296, 888, 1312]
rate-geld: 760.50.— [1408, 1574, 1482, 1590]
rate-ware: 661.— [1526, 1630, 1575, 1646]
article-heading: Sterbefall. [833, 210, 916, 227]
rates-header-cell: Geld [1445, 1536, 1482, 1553]
article-text: Entsprechend der letzten Vorhersage herrschte in den vergangenen sieben Tagen in Mitteleuropa überwiegend heiteres und warmes Wetter mit vorübergehenden Störungen vielfach gewittriger Art. Dieses Witterungsgepräge wird im allgemeinen in den nächsten zehn Tagen fortbestehen. Besonders warm wird es etwa um das kommende Wochenende sein, worauf mit verbreiteten, teilweise niederschlagsreichen Gewittern und unbeständigem Wetter Abkühlung eintritt. Daher werden die Temperaturen in der zweiten Hälfte des fraglichen Zeitraumes im Durchschnitt niedriger sein als in der ersten Hälfte. Doch wird im großen und ganzen auch in der nächsten Woche überaus schönes und warmes Wetter herrschen. Die Gesamtsonnenscheindauer wird fast überall 70, vielfach 80 Stunden überschreiten. Die Zahl der Tage mit Niederschlag wird meistens unter fünf bleiben. [1194, 183, 1578, 509]
newspaper-title: „Reichenberger Zeitung“. [578, 89, 1061, 115]
rates-row [1194, 1760, 1578, 1779]
